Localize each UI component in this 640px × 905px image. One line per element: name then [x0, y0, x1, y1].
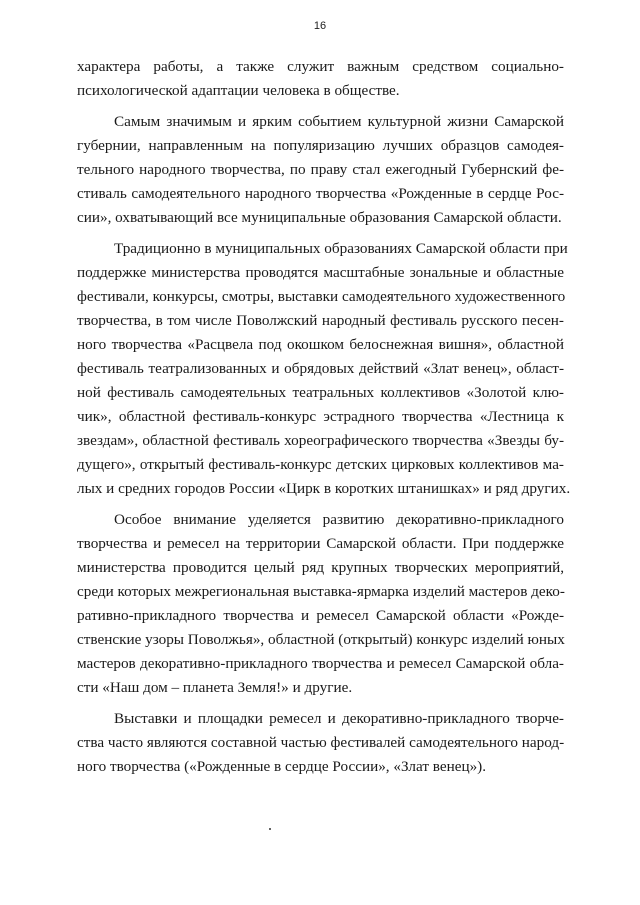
text-line: мастеров декоративно-прикладного творчества и ремесел Самарской обла- — [77, 655, 564, 672]
text-line: поддержке министерства проводятся масштабные зональные и областные — [77, 264, 564, 281]
paragraph-5 — [77, 707, 564, 779]
text-line: стиваль самодеятельного народного творчества «Рожденные в сердце Рос- — [77, 185, 564, 202]
text-line: среди которых межрегиональная выставка-ярмарка изделий мастеров деко- — [77, 583, 565, 600]
paragraph-3 — [77, 237, 571, 501]
text-line: лых и средних городов России «Цирк в коротких штанишках» и ряд других. — [77, 480, 571, 497]
text-line: сти «Наш дом – планета Земля!» и другие. — [77, 679, 353, 696]
text-line: звездам», областной фестиваль хореографического творчества «Звезды бу- — [77, 432, 564, 449]
text-line: творчества, в том числе Поволжский народный фестиваль русского песен- — [77, 312, 564, 329]
text-line: фестивали, конкурсы, смотры, выставки самодеятельного художественного — [77, 288, 566, 305]
text-line: ной фестиваль самодеятельных театральных коллективов «Золотой клю- — [77, 384, 564, 401]
text-line: дущего», открытый фестиваль-конкурс детских цирковых коллективов ма- — [77, 456, 564, 473]
page-number: 16 — [313, 20, 327, 32]
text-line: губернии, направленным на популяризацию лучших образцов самодея- — [77, 137, 564, 154]
text-line: ства часто являются составной частью фестивалей самодеятельного народ- — [77, 734, 565, 751]
text-line: творчества и ремесел на территории Самарской области. При поддержке — [77, 535, 564, 552]
paragraph-2 — [77, 110, 564, 230]
scan-dot-mark — [269, 828, 271, 830]
text-line: ного творчества («Рожденные в сердце России», «Злат венец»). — [77, 758, 487, 775]
text-line: тельного народного творчества, по праву стал ежегодный Губернский фе- — [77, 161, 564, 178]
text-line: ного творчества «Расцвела под окошком белоснежная вишня», областной — [77, 336, 564, 353]
document-body — [77, 55, 571, 779]
text-line: чик», областной фестиваль-конкурс эстрадного творчества «Лестница к — [77, 408, 564, 425]
paragraph-4 — [77, 508, 564, 700]
text-line: характера работы, а также служит важным средством социально- — [77, 58, 564, 75]
text-line: сии», охватывающий все муниципальные образования Самарской области. — [77, 209, 562, 226]
text-line: министерства проводится целый ряд крупных творческих мероприятий, — [77, 559, 564, 576]
text-line: Выставки и площадки ремесел и декоративно-прикладного творче- — [114, 710, 564, 727]
text-line: ративно-прикладного творчества и ремесел Самарской области «Рожде- — [77, 607, 564, 624]
paragraph-1 — [77, 55, 564, 103]
text-line: Самым значимым и ярким событием культурной жизни Самарской — [114, 113, 564, 130]
text-line: фестиваль театрализованных и обрядовых действий «Злат венец», област- — [77, 360, 564, 377]
text-line: Особое внимание уделяется развитию декоративно-прикладного — [114, 511, 564, 528]
text-line: Традиционно в муниципальных образованиях Самарской области при — [114, 240, 568, 257]
text-line: психологической адаптации человека в обществе. — [77, 82, 400, 99]
text-line: ственские узоры Поволжья», областной (открытый) конкурс изделий юных — [77, 631, 565, 648]
